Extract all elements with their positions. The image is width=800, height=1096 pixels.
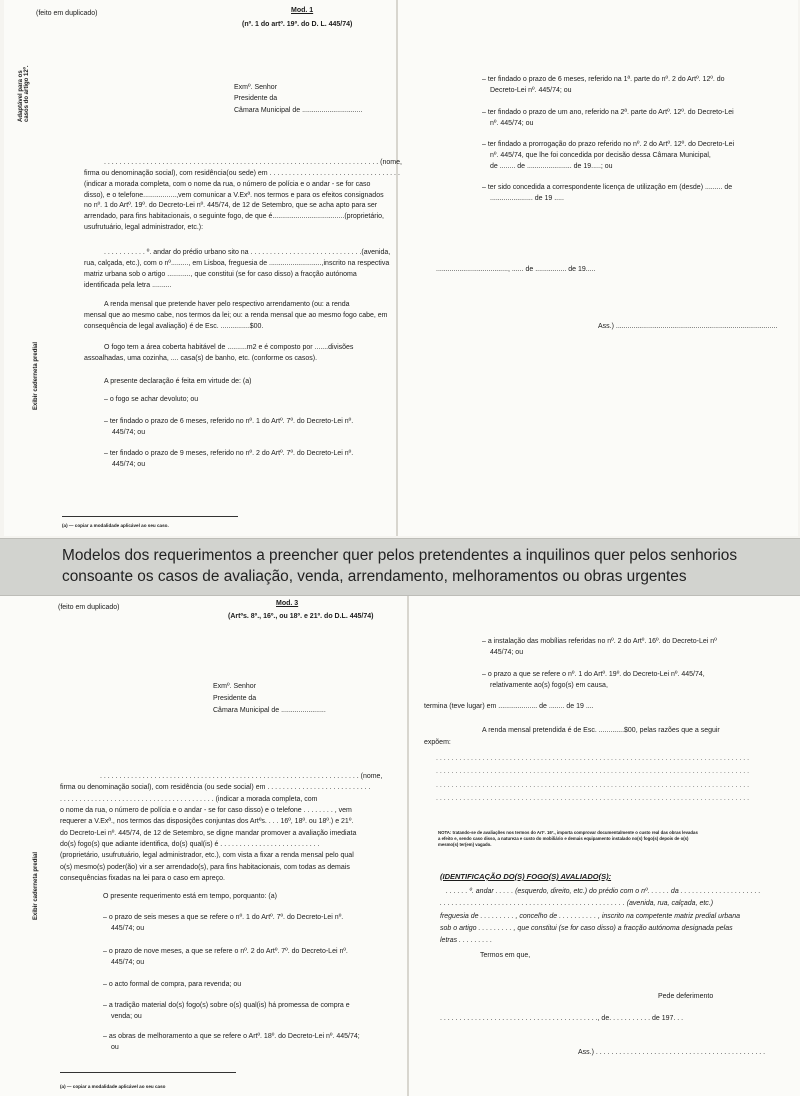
option-line: – o prazo de nove meses, a que se refere o nº. 2 do Artº. 7º. do Decreto-Lei nº. (103, 948, 348, 955)
dotted-line: . . . . . . . . . . . . . . . . . . . . . . . . . . . . . . . . . . . . . . . . . . . . . . . . . . . . . . . . . . . . . . . . . . . . . . . . . . . . . . . . . (436, 768, 750, 776)
right-option-line: – a instalação das mobílias referidas no nº. 2 do Artº. 16º. do Decreto-Lei nº (482, 638, 717, 645)
end-date-line: termina (teve lugar) em .................... de ........ de 19 .... (424, 703, 594, 710)
option-line: 445/74; ou (112, 429, 146, 437)
body-line: o(s) mesmo(s) poder(ão) vir a ser arrendado(s), para fins habitacionais, com todas as demais (60, 863, 350, 871)
side-note (18, 65, 30, 122)
date-line: ....................................., ...... de ................ de 19..... (436, 266, 596, 273)
request-reason: O presente requerimento está em tempo, porquanto: (a) (103, 893, 277, 900)
body-line: . . . . . . . . . . . . . . . . . . . . . . . . . . . . . . . . . . . . . . . . . . . . . . . . . . . . . . . . . . . . . . . . . . . . . . . (nome, (104, 159, 402, 166)
right-option-line: Decreto-Lei nº. 445/74; ou (490, 87, 572, 95)
side-note-line: casos do artigo 12º. (24, 65, 30, 122)
body-paragraph (84, 158, 402, 234)
request-deferral: Pede deferimento (658, 993, 714, 1000)
addressee-line: Exmº. Senhor (213, 683, 257, 690)
rent-line: A renda mensal pretendida é de Esc. .............$00, pelas razões que a seguir (482, 727, 720, 734)
footnote-rule (62, 516, 238, 517)
bottom-form-sheet (0, 596, 800, 1096)
legal-reference: (Artºs. 8º., 16º., ou 18º. e 21º. do D.L. 445/74) (228, 613, 374, 620)
addressee (213, 681, 326, 717)
dotted-line: . . . . . . . . . . . . . . . . . . . . . . . . . . . . . . . . . . . . . . . . . . . . . . . . . . . . . . . . . . . . . . . . . . . . . . . . . . . . . . . . . (436, 781, 750, 789)
option-line: 445/74; ou (111, 959, 145, 967)
property-line: rua, calçada, etc.), com o nº........., em Lisboa, freguesia de ...........................,inscrito na respectiva (84, 259, 390, 267)
declaration-reason: A presente declaração é feita em virtude de: (a) (104, 378, 252, 385)
body-line: (proprietário, usufrutuário, legal administrador, etc.), com vista a fixar a renda mensal pelo qual (60, 852, 354, 860)
top-form-sheet (4, 0, 798, 536)
body-line: firma ou denominação social), com residência (ou sede social) em . . . . . . . . . . . . . . . . . . . . . . . . . . . (60, 784, 371, 792)
footnote: (a) — copiar a modalidade aplicável ao seu caso. (62, 523, 169, 528)
option-9-months (103, 946, 348, 968)
right-option-line: de ........ de ....................... de 19.....; ou (490, 163, 613, 171)
rent-line: A renda mensal que pretende haver pelo respectivo arrendamento (ou: a renda (104, 301, 350, 308)
right-option-line: – ter sido concedida a correspondente licença de utilização em (desde) ......... de (482, 184, 733, 191)
side-note-line: Adaptável para os (18, 70, 24, 122)
banner-line: consoante os casos de avaliação, venda, arrendamento, melhoramentos ou obras urgentes (62, 568, 687, 585)
right-option-line: 445/74; ou (490, 649, 524, 657)
footnote: (a) — copiar a modalidade aplicável ao seu caso (60, 1084, 166, 1089)
option-improvements (103, 1031, 360, 1053)
body-line: (indicar a morada completa, com o nome da rua, o número de polícia e o andar - se for caso (84, 180, 371, 188)
right-option-2 (482, 107, 734, 129)
body-line: no nº. 1 do Artº. 19º. do Decreto-Lei nº. 445/74, de 12 de Setembro, que se acha apto para ser (84, 202, 378, 210)
terms-line: Termos em que, (480, 952, 531, 959)
body-line: do(s) fogo(s) que adiante identifica, do(s) qual(is) é . . . . . . . . . . . . . . . . . . . . . . . . . . (60, 840, 320, 848)
option-6-months (104, 416, 353, 438)
option-line: 445/74; ou (111, 925, 145, 933)
rent-line: consequência de legal avaliação) é de Esc. ...............$00. (84, 322, 264, 330)
signature-line: Ass.) ................................................................................... (598, 323, 778, 330)
model-label: Mod. 3 (276, 600, 299, 607)
dotted-line: . . . . . . . . . . . . . . . . . . . . . . . . . . . . . . . . . . . . . . . . . . . . . . . . . . . . . . . . . . . . . . . . . . . . . . . . . . . . . . . . . (436, 794, 750, 802)
side-note-caderneta: Exibir caderneta predial (33, 851, 39, 920)
property-line: . . . . . . . . . . . º. andar do prédio urbano sito na . . . . . . . . . . . . . . . . . . . . . . . . . . . . .(avenida, (104, 249, 391, 256)
right-option-line: – o prazo a que se refere o nº. 1 do Artº. 19º. do Decreto-Lei nº. 445/74, (482, 671, 705, 678)
right-option-line: ...................... de 19 ..... (490, 195, 564, 203)
rent-line: mensal que ao mesmo cabe, nos termos da lei; ou: a renda mensal que ao mesmo fogo cabe, em (84, 311, 388, 319)
option-9-months (104, 448, 353, 470)
body-line: usufrutuário, legal administrador, etc.): (84, 224, 204, 232)
option-line: – o prazo de seis meses a que se refere o nº. 1 do Artº. 7º. do Decreto-Lei nº. (103, 914, 344, 921)
identification-line: sob o artigo . . . . . . . . . , que constitui (se for caso disso) a fracção autónoma designada pelas (440, 924, 733, 932)
note-box (438, 830, 698, 848)
section-banner (0, 538, 800, 596)
identification-block (440, 886, 760, 947)
area-line: assoalhadas, uma cozinha, .... casa(s) de banho, etc. (conforme os casos). (84, 354, 318, 362)
option-line: – ter findado o prazo de 6 meses, referido no nº. 1 do Artº. 7º. do Decreto-Lei nº. (104, 418, 354, 425)
identification-line: . . . . . . º. andar . . . . . (esquerdo, direito, etc.) do prédio com o nº. . . . . . da . . . . . . . . . . . . . . . . . . . . . (446, 888, 761, 895)
copy-note: (feito em duplicado) (58, 604, 120, 611)
addressee-line: Câmara Municipal de ............................... (234, 106, 363, 114)
right-option-line: nº. 445/74, que lhe foi concedida por decisão dessa Câmara Municipal, (490, 152, 711, 160)
option-line: – ter findado o prazo de 9 meses, referido no nº. 2 do Artº. 7º. do Decreto-Lei nº. (104, 450, 354, 457)
right-option-3 (482, 139, 734, 173)
right-option-furniture (482, 636, 717, 658)
body-line: o nome da rua, o número de polícia e o andar - se for caso disso) e o telefone . . . . . . . . , vem (60, 806, 352, 814)
option-line: – a tradição material do(s) fogo(s) sobre o(s) qual(is) há promessa de compra e (103, 1002, 350, 1009)
note-line: NOTA: tratando-se de avaliações nos termos do Artº. 16º., importa comprovar documentalmente o custo real das obras levadas (438, 830, 698, 835)
area-line: O fogo tem a área coberta habitável de ..........m2 e é composto por .......divisões (104, 344, 354, 351)
reasons-dots (436, 752, 749, 805)
option-purchase: – o acto formal de compra, para revenda; ou (103, 981, 242, 988)
banner-line: Modelos dos requerimentos a preencher quer pelos pretendentes a inquilinos quer pelos senhorios (62, 547, 738, 564)
addressee-line: Exmº. Senhor (234, 84, 278, 91)
body-line: disso), e o telefone.................,vem comunicar a V.Exª. nos termos e para os efeitos consignados (84, 191, 384, 199)
option-devoluto: – o fogo se achar devoluto; ou (104, 396, 199, 403)
body-line: firma ou denominação social), com residência(ou sede) em . . . . . . . . . . . . . . . . . . . . . . . . . . . . . . . . . . (84, 169, 400, 177)
area-paragraph (84, 343, 353, 365)
model-label: Mod. 1 (291, 7, 314, 14)
right-option-line: nº. 445/74; ou (490, 120, 534, 128)
note-line: mesmo(s) ter(em) vagado. (438, 842, 492, 848)
option-tradition (103, 1000, 350, 1022)
body-line: . . . . . . . . . . . . . . . . . . . . . . . . . . . . . . . . . . . . . . . . . . . . . . . . . . . . . . . . . . . . . . . . . . . (nome, (100, 773, 383, 780)
addressee (234, 82, 362, 116)
option-line: venda; ou (111, 1013, 142, 1021)
side-note-caderneta: Exibir caderneta predial (33, 341, 39, 410)
property-paragraph (84, 248, 390, 291)
property-line: matriz urbana sob o artigo ............, que constitui (se for caso disso) a fracção autónoma (84, 270, 357, 278)
rent-paragraph (84, 300, 388, 333)
page-fold (407, 596, 409, 1096)
right-option-deadline (482, 669, 705, 691)
identification-line: letras . . . . . . . . . (440, 937, 493, 944)
right-option-line: relativamente ao(s) fogo(s) em causa, (490, 682, 608, 690)
addressee-line: Presidente da (234, 95, 278, 103)
body-paragraph (60, 771, 382, 884)
right-option-1 (482, 74, 725, 96)
right-option-line: – ter findado a prorrogação do prazo referido no nº. 2 do Artº. 12º. do Decreto-Lei (482, 141, 735, 148)
addressee-line: Câmara Municipal de ....................... (213, 706, 326, 714)
option-6-months (103, 912, 343, 934)
identification-line: freguesia de . . . . . . . . . , concelho de . . . . . . . . . . , inscrito na competente matriz predial urbana (440, 912, 740, 920)
page-fold (396, 0, 398, 536)
identification-title: (IDENTIFICAÇÃO DO(S) FOGO(S) AVALIADO(S): (440, 872, 612, 881)
option-line: ou (111, 1044, 119, 1052)
footnote-rule (60, 1072, 236, 1073)
date-line: . . . . . . . . . . . . . . . . . . . . . . . . . . . . . . . . . . . . . . . . ., de. . . . . . . . . . . de 197. . . (440, 1015, 684, 1022)
property-line: identificada pela letra .......... (84, 281, 172, 289)
copy-note: (feito em duplicado) (36, 10, 98, 17)
note-line: a efeito e, sendo caso disso, a natureza e custo do mobiliário e demais equipamento instalado no(s) fogo(s) depois de o(s) (438, 836, 689, 842)
reasons-label: expõem: (424, 739, 451, 746)
legal-reference: (nº. 1 do artº. 19º. do D. L. 445/74) (242, 21, 353, 28)
signature-line: Ass.) . . . . . . . . . . . . . . . . . . . . . . . . . . . . . . . . . . . . . . . . . . . . (578, 1049, 766, 1056)
body-line: arrendado, para fins habitacionais, o seguinte fogo, de que é.....................................(proprietário, (84, 213, 384, 221)
addressee-line: Presidente da (213, 694, 257, 702)
option-line: 445/74; ou (112, 461, 146, 469)
right-option-line: – ter findado o prazo de um ano, referido na 2ª. parte do Artº. 12º. do Decreto-Lei (482, 109, 734, 116)
body-line: requerer a V.Exª., nos termos das disposições conjuntas dos Artºs. . . . 16º, 18º. ou 18º.) e 21º. (60, 818, 354, 826)
option-line: – as obras de melhoramento a que se refere o Artº. 18º. do Decreto-Lei nº. 445/74; (103, 1033, 360, 1040)
body-line: . . . . . . . . . . . . . . . . . . . . . . . . . . . . . . . . . . . . . . . . (indicar a morada completa, com (60, 795, 318, 803)
right-option-4 (482, 182, 732, 204)
right-option-line: – ter findado o prazo de 6 meses, referido na 1ª. parte do nº. 2 do Artº. 12º. do (482, 76, 725, 83)
dotted-line: . . . . . . . . . . . . . . . . . . . . . . . . . . . . . . . . . . . . . . . . . . . . . . . . . . . . . . . . . . . . . . . . . . . . . . . . . . . . . . . . . (436, 755, 750, 762)
body-line: consequências fixadas na lei para o caso em apreço. (60, 874, 225, 882)
identification-line: . . . . . . . . . . . . . . . . . . . . . . . . . . . . . . . . . . . . . . . . . . . . . . . . (avenida, rua, calçada, etc.) (440, 900, 714, 908)
body-line: do Decreto-Lei nº. 445/74, de 12 de Setembro, se digne mandar promover a avaliação imediata (60, 829, 357, 837)
